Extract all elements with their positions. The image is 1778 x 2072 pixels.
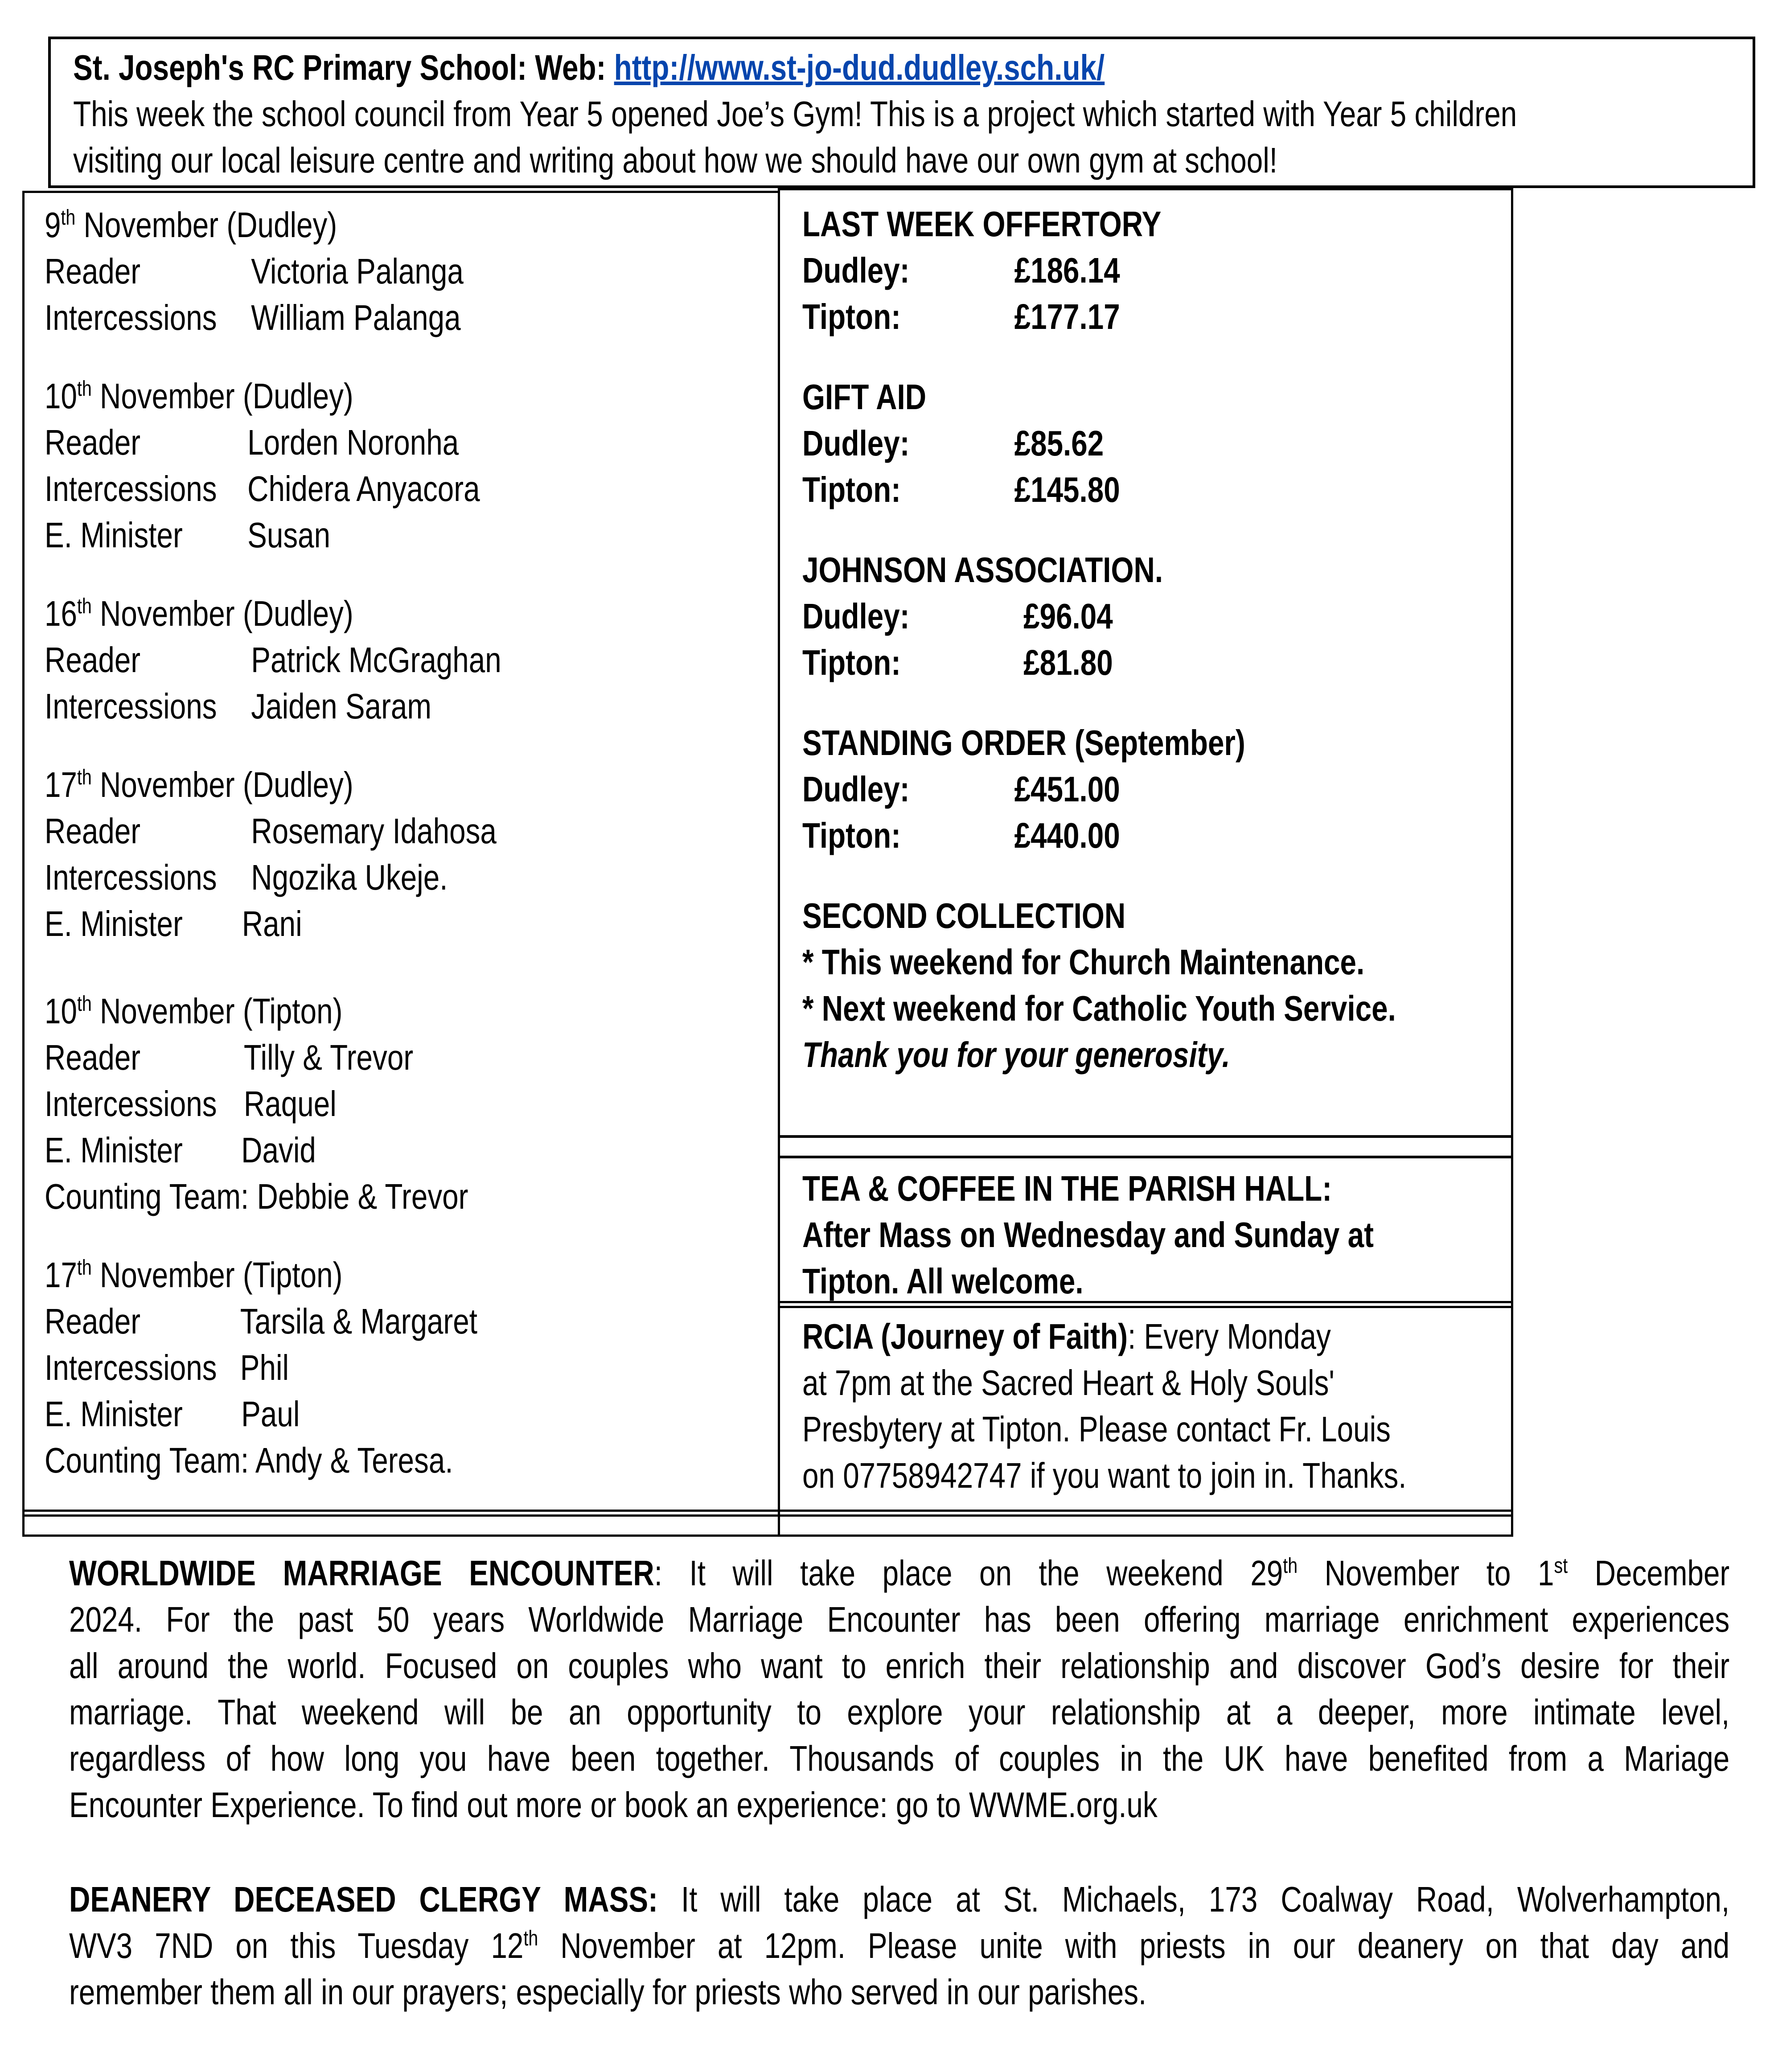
rota-row [45, 512, 468, 558]
rota-date-day: 10 [45, 991, 77, 1031]
rota-row [45, 1081, 468, 1127]
johnson-title: JOHNSON ASSOCIATION. [802, 550, 1163, 590]
wwme-sup-1: th [1283, 1554, 1298, 1578]
rota-row [45, 808, 497, 854]
rota-role: Intercessions [45, 469, 217, 509]
rota-section [45, 202, 468, 341]
tea-top-rule [780, 1135, 1511, 1158]
school-heading-line [73, 45, 1105, 91]
gift-aid-tipton-label: Tipton: [802, 470, 901, 509]
johnson-dudley-label: Dudley: [802, 596, 910, 636]
rota-date-suffix: th [77, 595, 92, 618]
second-collection-line-2: * Next weekend for Catholic Youth Service. [802, 989, 1396, 1028]
rota-row [45, 1127, 468, 1173]
rota-section [45, 591, 501, 730]
rota-row [45, 1034, 468, 1081]
rcia-line-1-rest: : Every Monday [1128, 1317, 1331, 1356]
offertory-tipton-label: Tipton: [802, 297, 901, 336]
rota-date-suffix: th [77, 766, 92, 789]
rota-role: Reader [45, 1038, 141, 1077]
rota-date-rest: November (Dudley) [91, 376, 353, 416]
rota-role: E. Minister [45, 515, 183, 555]
rota-section [45, 762, 497, 947]
rota-role: E. Minister [45, 1130, 183, 1170]
rota-person: Ngozika Ukeje. [251, 858, 448, 897]
offertory-dudley-label: Dudley: [802, 250, 910, 290]
rota-date [45, 202, 468, 248]
deanery-sup: th [523, 1927, 538, 1950]
rota-person: Rosemary Idahosa [251, 811, 497, 851]
rcia-line-2: at 7pm at the Sacred Heart & Holy Souls' [802, 1363, 1335, 1403]
finance-bottom-rule [780, 1510, 1511, 1517]
wwme-line-1 [69, 1550, 1729, 1596]
rota-content [45, 202, 501, 1516]
wwme-line-6: Encounter Experience. To find out more or book an experience: go to WWME.org.uk [69, 1785, 1158, 1825]
gift-aid-tipton-value: £145.80 [1014, 470, 1120, 509]
rota-date-rest: November (Dudley) [75, 205, 337, 245]
rota-date-suffix: th [61, 206, 76, 230]
tea-line-3: Tipton. All welcome. [802, 1261, 1084, 1301]
rota-date [45, 762, 468, 808]
rota-role: E. Minister [45, 904, 183, 944]
rota-date-rest: November (Tipton) [91, 1255, 343, 1295]
second-collection-line-1: * This weekend for Church Maintenance. [802, 942, 1365, 982]
gift-aid-tipton [802, 467, 1396, 513]
rota-date [45, 591, 468, 637]
wwme-line-1b: November to 1 [1298, 1553, 1554, 1593]
rota-date-suffix: th [77, 1256, 92, 1280]
offertory-tipton-value: £177.17 [1014, 297, 1120, 336]
standing-dudley [802, 766, 1396, 812]
johnson-tipton-value: £81.80 [1023, 643, 1113, 682]
rota-row [45, 854, 468, 901]
offertory-title: LAST WEEK OFFERTORY [802, 204, 1162, 244]
rota-person: Patrick McGraghan [251, 640, 501, 680]
rota-section [45, 1252, 477, 1484]
rota-box [22, 191, 780, 1537]
rota-section [45, 373, 480, 558]
rota-person: William Palanga [251, 298, 461, 337]
rota-person: Susan [247, 515, 331, 555]
rota-date-rest: November (Dudley) [91, 594, 353, 633]
rota-role: Reader [45, 640, 141, 680]
standing-tipton-label: Tipton: [802, 816, 901, 855]
wwme-paragraph [69, 1550, 1729, 1828]
rota-row [45, 1391, 468, 1437]
rota-date-rest: November (Tipton) [91, 991, 343, 1031]
rota-date-day: 17 [45, 765, 77, 804]
tea-line-2: After Mass on Wednesday and Sunday at [802, 1215, 1374, 1255]
deanery-line-1a: It will take place at St. Michaels, 173 Coalway Road, Wolverhampton, [658, 1879, 1730, 1919]
rota-role: Intercessions [45, 686, 217, 726]
wwme-line-3: all around the world. Focused on couples who want to enrich their relationship and discover God’s desire for their [69, 1646, 1730, 1686]
wwme-sup-2: st [1554, 1554, 1568, 1578]
rota-person: David [241, 1130, 316, 1170]
finance-box [778, 188, 1513, 1537]
rota-role: E. Minister [45, 1394, 183, 1434]
deanery-line-1 [69, 1876, 1729, 1923]
rota-role: Intercessions [45, 1084, 217, 1124]
rota-date-rest: November (Dudley) [91, 765, 353, 804]
gift-aid-dudley-label: Dudley: [802, 423, 910, 463]
rota-row [45, 1345, 468, 1391]
rota-role: Reader [45, 1301, 141, 1341]
deanery-line-2b: November at 12pm. Please unite with priests in our deanery on that day and [538, 1926, 1730, 1965]
rota-date-day: 17 [45, 1255, 77, 1295]
rota-role: Reader [45, 811, 141, 851]
tea-line-1: TEA & COFFEE IN THE PARISH HALL: [802, 1169, 1332, 1208]
rota-date [45, 1252, 468, 1298]
school-text-line-1: This week the school council from Year 5 opened Joe’s Gym! This is a project which started with Year 5 children [73, 94, 1517, 134]
rcia-title: RCIA (Journey of Faith) [802, 1317, 1128, 1356]
gift-aid-dudley-value: £85.62 [1014, 423, 1104, 463]
rota-person: Raquel [243, 1084, 337, 1124]
rota-person: Tilly & Trevor [243, 1038, 414, 1077]
johnson-tipton-label: Tipton: [802, 643, 901, 682]
school-website-link[interactable]: http://www.st-jo-dud.dudley.sch.uk/ [614, 48, 1105, 87]
rota-date-day: 10 [45, 376, 77, 416]
deanery-paragraph [69, 1876, 1729, 2015]
rota-row [45, 419, 468, 466]
wwme-line-1c: December [1568, 1553, 1730, 1593]
johnson-dudley-value: £96.04 [1023, 596, 1113, 636]
offertory-tipton [802, 294, 1396, 340]
rota-person: Rani [242, 904, 302, 944]
wwme-line-2: 2024. For the past 50 years Worldwide Marriage Encounter has been offering marriage enrichment experiences [69, 1600, 1730, 1639]
gift-aid-dudley [802, 420, 1396, 467]
deanery-title: DEANERY DECEASED CLERGY MASS: [69, 1879, 658, 1919]
rcia-line-1 [802, 1313, 1406, 1360]
standing-tipton-value: £440.00 [1014, 816, 1120, 855]
rota-role: Reader [45, 423, 141, 462]
standing-title: STANDING ORDER (September) [802, 723, 1245, 763]
rcia-line-3: Presbytery at Tipton. Please contact Fr. Louis [802, 1409, 1391, 1449]
rota-person: Tarsila & Margaret [240, 1301, 477, 1341]
school-text-line-2: visiting our local leisure centre and writing about how we should have our own gym at school! [73, 140, 1278, 180]
rota-date-suffix: th [77, 377, 92, 401]
rota-row [45, 248, 468, 295]
rota-role: Intercessions [45, 858, 217, 897]
rota-row [45, 683, 468, 730]
rota-role: Intercessions [45, 1348, 217, 1387]
gift-aid-title: GIFT AID [802, 377, 927, 417]
rota-role: Intercessions [45, 298, 217, 337]
wwme-line-5: regardless of how long you have been together. Thousands of couples in the UK have benefited from a Mariage [69, 1739, 1730, 1778]
rcia-section [802, 1313, 1406, 1499]
rota-date-day: 16 [45, 594, 77, 633]
wwme-line-1a: : It will take place on the weekend 29 [654, 1553, 1283, 1593]
rcia-line-4: on 07758942747 if you want to join in. Thanks. [802, 1456, 1407, 1495]
rota-row [45, 637, 501, 683]
rota-row [45, 295, 468, 341]
rota-section [45, 988, 468, 1220]
rota-person: Paul [241, 1394, 300, 1434]
rota-person: Lorden Noronha [247, 423, 459, 462]
standing-dudley-value: £451.00 [1014, 769, 1120, 809]
johnson-dudley [802, 593, 1396, 640]
rota-date-suffix: th [77, 992, 92, 1016]
rota-date [45, 373, 468, 419]
johnson-tipton [802, 640, 1396, 686]
rota-date-day: 9 [45, 205, 61, 245]
wwme-title: WORLDWIDE MARRIAGE ENCOUNTER [69, 1553, 654, 1593]
standing-tipton [802, 812, 1396, 859]
rota-row [45, 466, 480, 512]
deanery-line-2 [69, 1923, 1729, 1969]
second-collection-thanks: Thank you for your generosity. [802, 1035, 1230, 1075]
rota-row [45, 901, 468, 947]
rota-date [45, 988, 468, 1034]
rota-person: Victoria Palanga [251, 251, 464, 291]
school-box [48, 37, 1755, 188]
rota-role: Reader [45, 251, 141, 291]
offertory-dudley-value: £186.14 [1014, 250, 1120, 290]
second-collection-title: SECOND COLLECTION [802, 896, 1126, 935]
rota-counting-team: Counting Team: Debbie & Trevor [45, 1177, 468, 1216]
standing-dudley-label: Dudley: [802, 769, 910, 809]
tea-section [802, 1165, 1374, 1305]
rota-counting-team: Counting Team: Andy & Teresa. [45, 1440, 453, 1480]
school-heading: St. Joseph's RC Primary School: Web: [73, 48, 614, 87]
rcia-top-rule [780, 1301, 1511, 1308]
deanery-line-3: remember them all in our prayers; especially for priests who served in our parishes. [69, 1972, 1147, 2012]
rota-person: Phil [240, 1348, 289, 1387]
wwme-line-4: marriage. That weekend will be an opportunity to explore your relationship at a deeper, more intimate level, [69, 1692, 1730, 1732]
offertory-dudley [802, 247, 1396, 294]
deanery-line-2a: WV3 7ND on this Tuesday 12 [69, 1926, 524, 1965]
rota-person: Chidera Anyacora [247, 469, 480, 509]
rota-row [45, 1298, 477, 1345]
rota-person: Jaiden Saram [251, 686, 432, 726]
finance-content [802, 201, 1396, 1078]
